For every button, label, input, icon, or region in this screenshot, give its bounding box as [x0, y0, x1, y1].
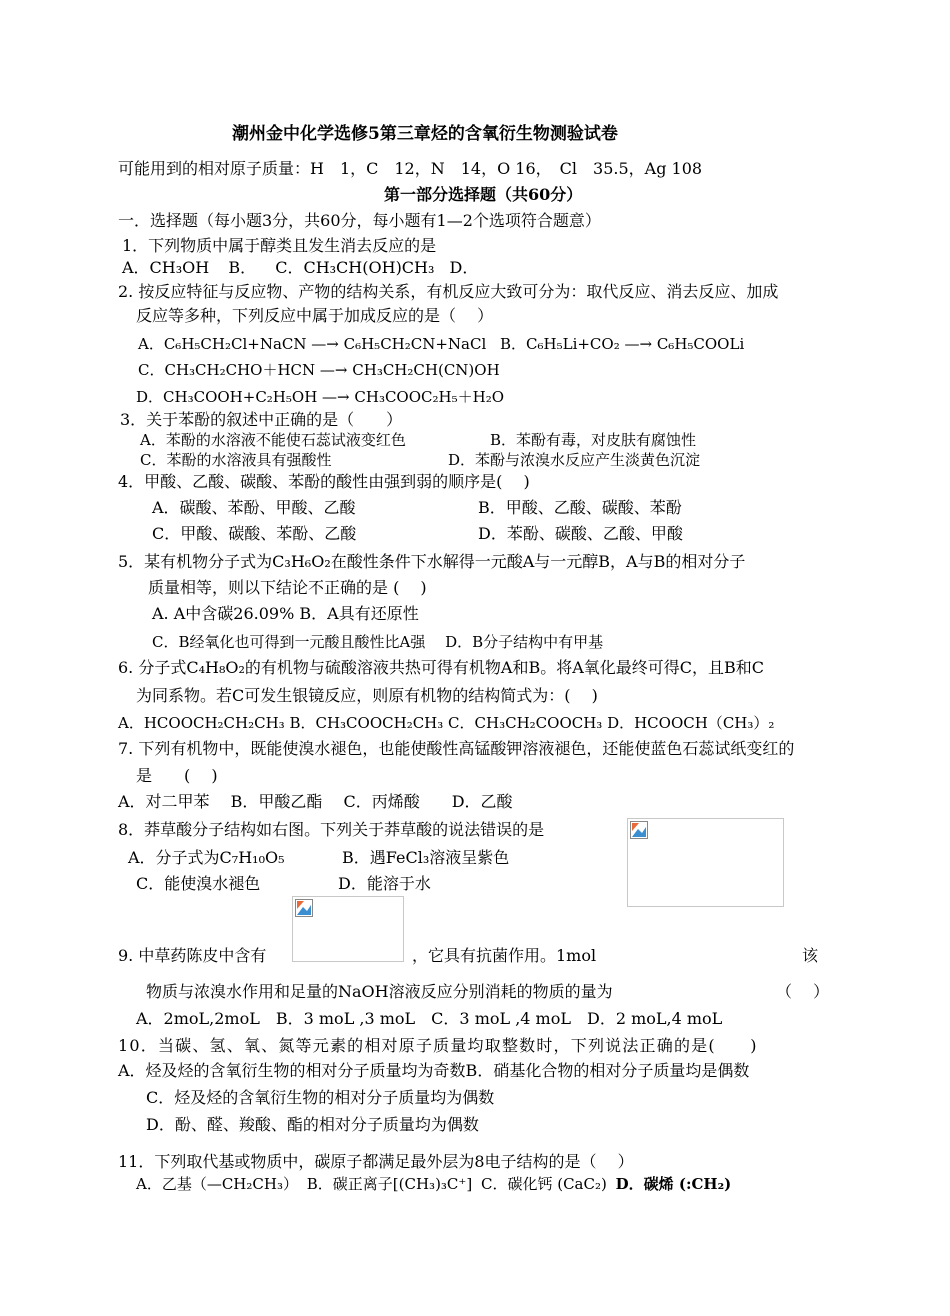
- q5-stem-line2: 质量相等，则以下结论不正确的是 ( ): [148, 578, 427, 597]
- q11-option-a: A．乙基（—CH₂CH₃）: [136, 1175, 298, 1193]
- q9-stem-post: ，它具有抗菌作用。1mol: [412, 946, 597, 965]
- q8-option-b: B．遇FeCl₃溶液呈紫色: [342, 848, 510, 867]
- q7-stem-line2: 是 ( ): [136, 766, 218, 785]
- q6-options: A．HCOOCH₂CH₂CH₃ B．CH₃COOCH₂CH₃ C．CH₃CH₂COOCH₃ D．HCOOCH（CH₃）₂: [118, 714, 775, 732]
- q8-option-c: C．能使溴水褪色: [136, 874, 261, 893]
- shikimic-acid-structure-image: [627, 818, 784, 907]
- q9-stem-gai: 该: [802, 946, 819, 965]
- q10-options-ab: A．烃及烃的含氧衍生物的相对分子质量均为奇数B．硝基化合物的相对分子质量均是偶数: [118, 1061, 750, 1080]
- q7-options: A．对二甲苯 B．甲酸乙酯 C．丙烯酸 D．乙酸: [118, 792, 513, 811]
- q11-option-b: B．碳正离子[(CH₃)₃C⁺]: [306, 1175, 473, 1193]
- q6-stem-line1: 6. 分子式C₄H₈O₂的有机物与硫酸溶液共热可得有机物A和B。将A氧化最终可得C，且B和C: [118, 658, 765, 677]
- q10-option-c: C．烃及烃的含氧衍生物的相对分子质量均为偶数: [146, 1088, 495, 1107]
- broken-image-icon: [295, 899, 313, 917]
- q11-option-c: C．碳化钙 (CaC₂): [480, 1175, 607, 1193]
- q1-option-d: D．: [449, 258, 479, 277]
- page-title: 潮州金中化学选修5第三章烃的含氧衍生物测验试卷: [232, 124, 618, 144]
- q1-option-c: C．CH₃CH(OH)CH₃: [275, 258, 435, 277]
- broken-image-icon: [630, 821, 648, 839]
- q5-stem-line1: 5．某有机物分子式为C₃H₆O₂在酸性条件下水解得一元酸A与一元醇B，A与B的相对分子: [118, 552, 746, 571]
- q11-option-d: D．碳烯 (:CH₂): [615, 1175, 732, 1193]
- q8-option-d: D．能溶于水: [338, 874, 431, 893]
- compound-structure-image: [292, 896, 404, 962]
- q8-stem: 8．莽草酸分子结构如右图。下列关于莽草酸的说法错误的是: [118, 820, 545, 839]
- section-instructions: 一．选择题（每小题3分，共60分，每小题有1—2个选项符合题意）: [118, 211, 601, 230]
- q4-option-d: D．苯酚、碳酸、乙酸、甲酸: [478, 524, 683, 543]
- part1-heading: 第一部分选择题（共60分）: [384, 185, 583, 204]
- q1-option-a: A．CH₃OH: [122, 258, 210, 277]
- q9-stem-line2: 物质与浓溴水作用和足量的NaOH溶液反应分别消耗的物质的量为: [146, 982, 613, 1001]
- q11-options: [136, 1174, 731, 1194]
- q10-stem: 10．当碳、氢、氧、氮等元素的相对原子质量均取整数时，下列说法正确的是( ): [118, 1036, 758, 1055]
- q7-stem-line1: 7. 下列有机物中，既能使溴水褪色，也能使酸性高锰酸钾溶液褪色，还能使蓝色石蕊试纸变红的: [118, 739, 795, 758]
- q11-stem: 11．下列取代基或物质中，碳原子都满足最外层为8电子结构的是（ ）: [118, 1152, 634, 1171]
- q1-stem: 1．下列物质中属于醇类且发生消去反应的是: [122, 236, 437, 255]
- q6-stem-line2: 为同系物。若C可发生银镜反应，则原有机物的结构简式为：( ): [136, 686, 598, 705]
- q4-option-a: A．碳酸、苯酚、甲酸、乙酸: [152, 498, 356, 517]
- q2-stem-line1: 2. 按反应特征与反应物、产物的结构关系，有机反应大致可分为：取代反应、消去反应、加成: [118, 282, 779, 301]
- q9-options: A．2moL,2moL B．3 moL ,3 moL C．3 moL ,4 moL D．2 moL,4 moL: [136, 1009, 723, 1028]
- q2-stem-line2: 反应等多种，下列反应中属于加成反应的是（ ）: [136, 306, 494, 325]
- atomic-masses: 可能用到的相对原子质量：H 1，C 12，N 14，O 16， Cl 35.5，Ag 108: [118, 159, 703, 178]
- q10-option-d: D．酚、醛、羧酸、酯的相对分子质量均为偶数: [146, 1115, 479, 1134]
- q3-stem: 3．关于苯酚的叙述中正确的是（ ）: [120, 410, 403, 429]
- q3-option-b: B．苯酚有毒，对皮肤有腐蚀性: [490, 431, 697, 449]
- q9-answer-paren: （ ）: [776, 982, 830, 1001]
- q5-options-cd: C．B经氧化也可得到一元酸且酸性比A强 D．B分子结构中有甲基: [152, 633, 604, 651]
- q8-option-a: A．分子式为C₇H₁₀O₅: [128, 848, 285, 867]
- q2-option-b: B．C₆H₅Li+CO₂ —→ C₆H₅COOLi: [500, 335, 745, 353]
- q4-option-c: C．甲酸、碳酸、苯酚、乙酸: [152, 524, 357, 543]
- q9-stem-pre: 9. 中草药陈皮中含有: [118, 946, 267, 965]
- q4-stem: 4．甲酸、乙酸、碳酸、苯酚的酸性由强到弱的顺序是( ): [118, 472, 530, 491]
- q2-option-c: C．CH₃CH₂CHO＋HCN —→ CH₃CH₂CH(CN)OH: [138, 361, 500, 379]
- q2-option-d: D．CH₃COOH+C₂H₅OH —→ CH₃COOC₂H₅＋H₂O: [136, 388, 505, 406]
- q1-option-b: B．: [228, 258, 257, 277]
- q3-option-a: A．苯酚的水溶液不能使石蕊试液变红色: [140, 431, 406, 449]
- q3-option-c: C．苯酚的水溶液具有强酸性: [140, 451, 332, 469]
- q2-option-a: A．C₆H₅CH₂Cl+NaCN —→ C₆H₅CH₂CN+NaCl: [138, 335, 487, 353]
- q4-option-b: B．甲酸、乙酸、碳酸、苯酚: [478, 498, 682, 517]
- q3-option-d: D．苯酚与浓溴水反应产生淡黄色沉淀: [448, 451, 701, 469]
- q1-options: [122, 258, 478, 278]
- q5-options-ab: A. A中含碳26.09% B．A具有还原性: [152, 604, 419, 623]
